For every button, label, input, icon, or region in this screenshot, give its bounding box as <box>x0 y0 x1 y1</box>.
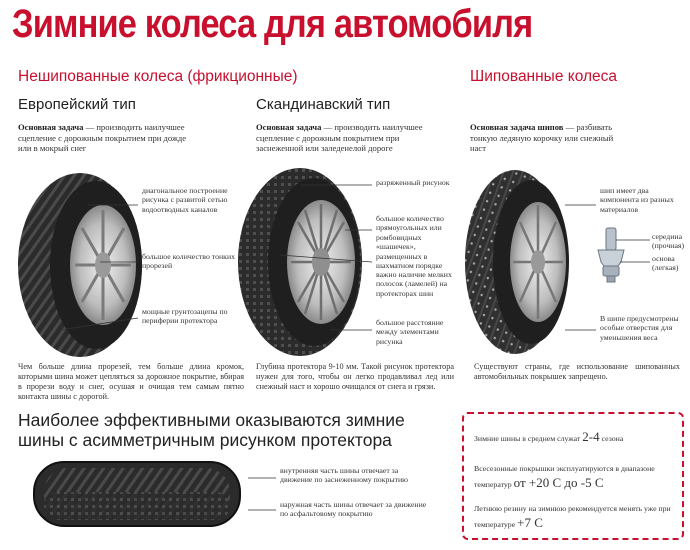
scandinavian-task <box>256 122 436 154</box>
studded-note-holes: В шипе предусмотрены особые отверстия для уменьшения веса <box>600 314 679 342</box>
info-line-allseason <box>474 462 678 492</box>
stud-image <box>598 228 624 282</box>
european-heading: Европейский тип <box>18 96 136 113</box>
asymmetric-note-inner: внутренняя часть шины отвечает за движение по заснеженному покрытию <box>280 466 408 485</box>
studded-task <box>470 122 630 154</box>
scandinavian-note-spacing: большое расстояние между элементами рисунка <box>376 318 444 346</box>
scandinavian-paragraph: Глубина протектора 9-10 мм. Такой рисунок протектора нужен для того, чтобы он легко продавливал лед или снежный наст и хорошо очищался от снега и грязи. <box>256 362 454 391</box>
studded-tire-image <box>465 170 569 354</box>
info-value: от +20 С до -5 С <box>513 475 604 490</box>
info-text: Зимние шины в среднем служат <box>474 434 583 443</box>
scandinavian-note-sparse: разряженный рисунок <box>376 178 450 187</box>
task-label: Основная задача <box>256 122 322 132</box>
studded-paragraph: Существуют страны, где использование шипованных автомобильных покрышек запрещено. <box>474 362 680 381</box>
european-note-channels: диагональное построение рисунка с развитой сетью водоотводных каналов <box>142 186 228 214</box>
scandinavian-note-blocks: большое количество прямоугольных или ромбовидных «шашечек», размещенных в шахматном порядке <box>376 214 444 271</box>
task-text: — производить наилучшее сцепление с дорожным покрытием при заснеженной или заледенелой дороге <box>256 122 423 153</box>
scandinavian-heading: Скандинавский тип <box>256 96 391 113</box>
task-label: Основная задача <box>18 122 84 132</box>
task-text: — разбивать тонкую ледяную корочку или снежный наст <box>470 122 614 153</box>
studded-note-components: шип имеет два компонента из разных материалов <box>600 186 674 214</box>
scandinavian-tire-image <box>238 168 362 356</box>
studded-heading: Шипованные колеса <box>470 68 618 85</box>
asymmetric-heading: Наиболее эффективными оказываются зимние шины с асимметричным рисунком протектора <box>18 410 405 450</box>
page-title: Зимние колеса для автомобиля <box>12 2 533 46</box>
european-paragraph: Чем больше длина прорезей, тем больше длина кромок, которыми шина может цепляться за дорожное покрытие, вбирая в прорези воду и снег, осушая и очищая тем самым пятно контакта шины с дорогой. <box>18 362 244 401</box>
info-value: +7 С <box>517 515 543 530</box>
european-tire-image <box>18 173 142 357</box>
task-label: Основная задача шипов <box>470 122 564 132</box>
asymmetric-note-outer: наружная часть шины отвечает за движение по асфальтовому покрытию <box>280 500 427 519</box>
task-text: — производить наилучшее сцепление с дорожным покрытием при дожде или в мокрый снег <box>18 122 187 153</box>
european-note-lugs: мощные грунтозацепы по периферии протектора <box>142 307 228 326</box>
info-unit: сезона <box>599 434 624 443</box>
european-note-sipes: большое количество тонких прорезей <box>142 252 236 271</box>
info-line-change <box>474 502 678 532</box>
info-text: Летнюю резину на зимнюю рекомендуется менять уже при температуре <box>474 504 671 529</box>
scandinavian-note-lamellas: важно наличие мелких полосок (ламелей) на протекторах шин <box>376 270 452 298</box>
stud-note-base: основа (легкая) <box>652 254 679 273</box>
european-task <box>18 122 196 154</box>
asymmetric-tire-image <box>34 462 240 526</box>
stud-note-middle: середина (прочная) <box>652 232 685 251</box>
info-box <box>462 412 684 540</box>
info-line-lifetime <box>474 430 674 446</box>
info-value: 2-4 <box>582 429 600 444</box>
studless-heading: Нешипованные колеса (фрикционные) <box>18 68 298 85</box>
info-text: Всесезонные покрышки эксплуатируются в диапазоне температур <box>474 464 655 489</box>
